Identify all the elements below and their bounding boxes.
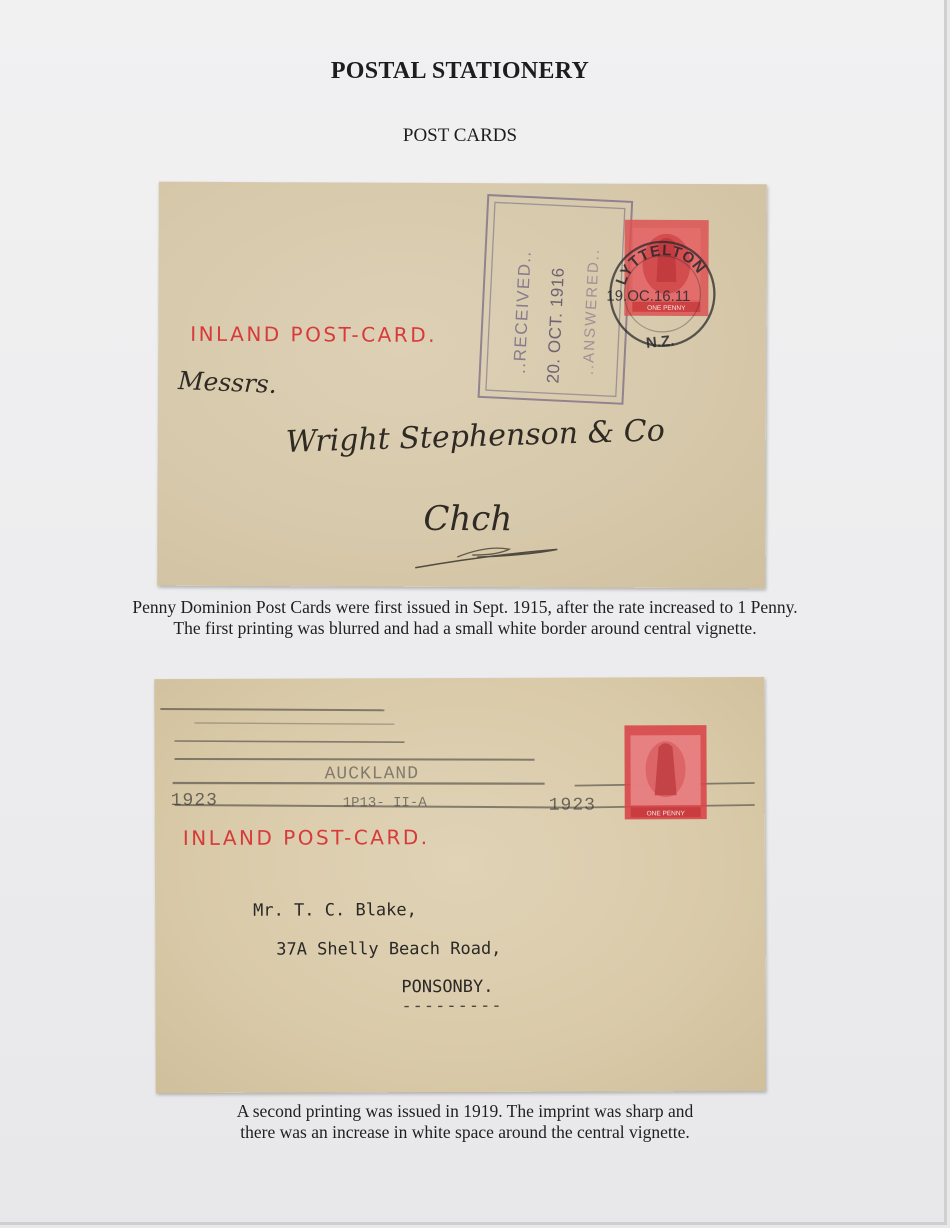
- postcard-1919: [154, 677, 765, 1093]
- penny-stamp-1: [618, 212, 714, 322]
- cancel-date: 1P13- II-A: [342, 795, 427, 812]
- penny-stamp-2: [622, 723, 708, 821]
- postcard-1915: [157, 182, 767, 589]
- received-line-2: 20. OCT. 1916: [543, 266, 568, 384]
- postmark-date: 19.OC.16.11: [606, 287, 691, 305]
- caption-1-line-2: The first printing was blurred and had a small white border around central vignette.: [173, 618, 757, 638]
- address-line-1: Messrs.: [177, 366, 278, 399]
- card-1-imprint: INLAND POST-CARD.: [190, 321, 438, 347]
- received-handstamp: [475, 192, 635, 407]
- caption-2-line-2: there was an increase in white space around the central vignette.: [240, 1122, 690, 1142]
- cancel-year-left: 1923: [170, 790, 218, 812]
- address-line-3: Chch: [423, 498, 513, 540]
- recipient-name: Mr. T. C. Blake,: [253, 900, 417, 921]
- caption-1: [0, 597, 930, 639]
- postmark-country: N.Z.: [645, 332, 676, 353]
- stamp-1-denomination: ONE PENNY: [647, 304, 686, 312]
- address-line-2: Wright Stephenson & Co: [285, 413, 666, 460]
- cancel-year-right: 1923: [548, 795, 596, 816]
- postmark-town: LYTTELTON: [612, 242, 709, 288]
- recipient-street: 37A Shelly Beach Road,: [276, 938, 502, 960]
- recipient-underline: ---------: [401, 995, 503, 1017]
- caption-2: [0, 1101, 930, 1143]
- cancel-town: AUCKLAND: [324, 764, 420, 785]
- received-line-1: ..RECEIVED..: [509, 249, 535, 375]
- page-subtitle: POST CARDS: [402, 125, 518, 146]
- page-title: POSTAL STATIONERY: [330, 58, 590, 84]
- caption-2-line-1: A second printing was issued in 1919. The imprint was sharp and: [236, 1101, 694, 1121]
- recipient-suburb: PONSONBY.: [401, 976, 494, 998]
- card-2-imprint: INLAND POST-CARD.: [182, 825, 430, 850]
- caption-1-line-1: Penny Dominion Post Cards were first issued in Sept. 1915, after the rate increased to 1 Penny.: [132, 597, 798, 617]
- received-line-3: ..ANSWERED..: [579, 247, 603, 376]
- stamp-2-denomination: ONE PENNY: [646, 810, 685, 818]
